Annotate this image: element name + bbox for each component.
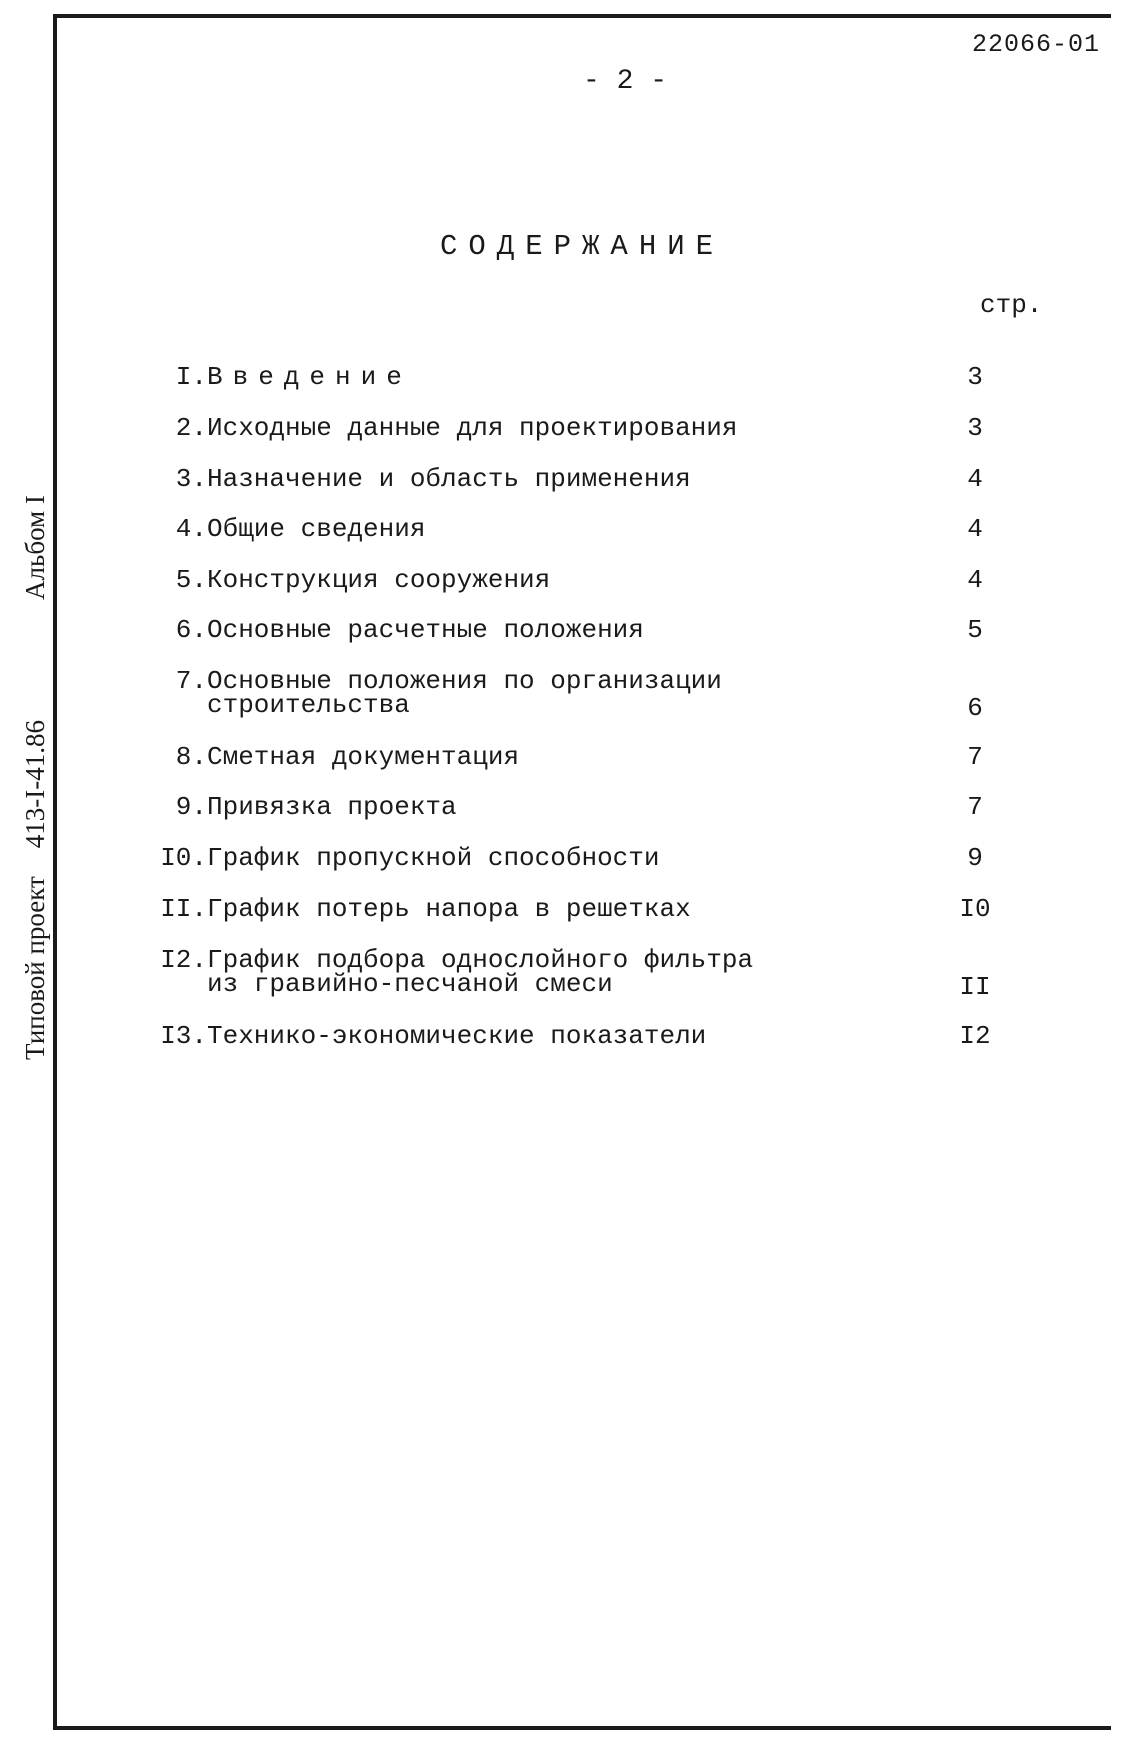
toc-title: Сметная документация <box>207 742 520 772</box>
toc-title: Общие сведения <box>207 514 426 544</box>
toc-page: 7 <box>967 792 983 822</box>
toc-page: 4 <box>967 565 983 595</box>
toc-title: Технико-экономические показатели <box>207 1021 707 1051</box>
page-title: СОДЕРЖАНИЕ <box>440 230 725 263</box>
toc-page: 5 <box>967 615 983 645</box>
toc-title: График потерь напора в решетках <box>207 894 691 924</box>
toc-number: II. <box>160 894 207 924</box>
toc-title: Введение <box>207 362 412 392</box>
toc-title-continuation: из гравийно-песчаной смеси <box>207 969 613 999</box>
side-label-album: Альбом I <box>20 495 50 600</box>
side-label <box>20 495 51 1060</box>
toc-page: 4 <box>967 514 983 544</box>
toc-title: Конструкция сооружения <box>207 565 551 595</box>
toc-number: 2. <box>175 413 207 443</box>
toc-page: 3 <box>967 413 983 443</box>
toc-page: 6 <box>967 693 983 723</box>
toc-number: 7. <box>175 666 207 696</box>
toc-title: Назначение и область применения <box>207 464 691 494</box>
page-column-header: стр. <box>980 290 1043 320</box>
toc-title: График пропускной способности <box>207 843 660 873</box>
toc-page: 4 <box>967 464 983 494</box>
toc-number: I. <box>175 362 207 392</box>
toc-page: 7 <box>967 742 983 772</box>
toc-title-continuation: строительства <box>207 690 410 720</box>
toc-page: 9 <box>967 843 983 873</box>
toc-number: 5. <box>175 565 207 595</box>
document-number: 22066-01 <box>971 30 1100 59</box>
toc-page: II <box>959 972 991 1002</box>
toc-title: Исходные данные для проектирования <box>207 413 738 443</box>
toc-number: 8. <box>175 742 207 772</box>
toc-number: 9. <box>175 792 207 822</box>
page-number: - 2 - <box>582 66 667 97</box>
side-label-code: 413-I-41.86 <box>20 719 50 849</box>
toc-number: 4. <box>175 514 207 544</box>
toc-page: 3 <box>967 362 983 392</box>
toc-number: 3. <box>175 464 207 494</box>
toc-title: График подбора однослойного фильтра <box>207 945 754 975</box>
toc-title: Основные расчетные положения <box>207 615 644 645</box>
side-label-project: Типовой проект <box>20 876 50 1060</box>
toc-page: I0 <box>959 894 991 924</box>
toc-number: I2. <box>160 945 207 975</box>
toc-title: Привязка проекта <box>207 792 457 822</box>
toc-number: I0. <box>160 843 207 873</box>
toc-number: 6. <box>175 615 207 645</box>
toc-number: I3. <box>160 1021 207 1051</box>
toc-title: Основные положения по организации <box>207 666 722 696</box>
toc-page: I2 <box>959 1021 991 1051</box>
